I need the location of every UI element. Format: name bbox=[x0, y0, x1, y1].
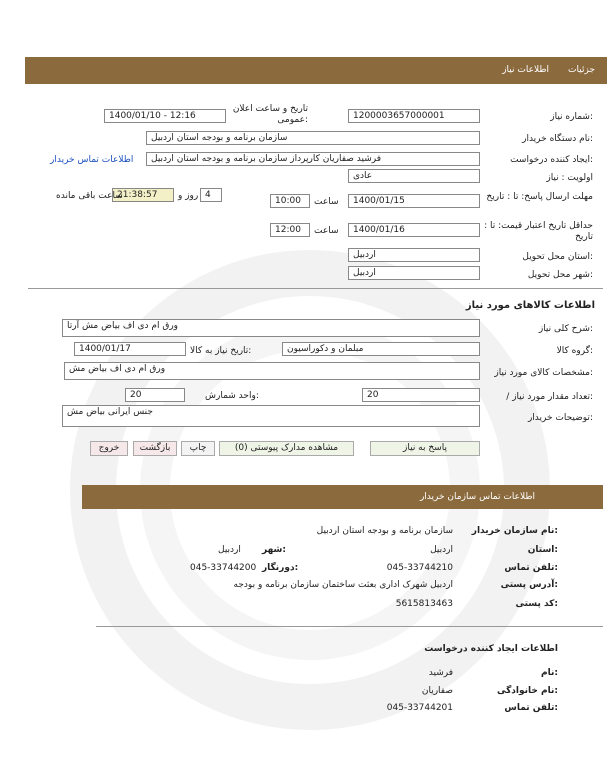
contact-city-label: شهر: bbox=[262, 545, 286, 555]
goods-spec-field: ورق ام دی اف بیاض مش bbox=[64, 362, 480, 380]
contact-bar-title: اطلاعات تماس سازمان خریدار bbox=[419, 492, 535, 502]
attachments-button[interactable]: مشاهده مدارک پیوستی (0) bbox=[219, 441, 354, 456]
first-name-value: فرشید bbox=[428, 668, 453, 678]
announce-field: 1400/01/10 - 12:16 bbox=[104, 109, 226, 123]
exit-button[interactable]: خروج bbox=[90, 441, 128, 456]
contact-province-value: اردبیل bbox=[430, 545, 453, 555]
contact-divider bbox=[96, 626, 603, 627]
notes-field: جنس ایرانی بیاض مش bbox=[62, 405, 480, 427]
deadline-time-label: ساعت bbox=[314, 197, 339, 207]
contact-phone-label: تلفن تماس: bbox=[504, 563, 558, 573]
contact-address-label: آدرس پستی: bbox=[500, 580, 558, 590]
creator-label: ایجاد کننده درخواست: bbox=[510, 155, 593, 165]
print-button[interactable]: چاپ bbox=[181, 441, 215, 456]
qty-field: 20 bbox=[362, 388, 480, 402]
creator-field: فرشید صفاریان کارپرداز سازمان برنامه و بودجه استان اردبیل bbox=[146, 152, 480, 166]
goods-section-title: اطلاعات کالاهای مورد نیاز bbox=[465, 300, 595, 311]
unit-label: واحد شمارش: bbox=[205, 391, 259, 401]
announce-label: تاریخ و ساعت اعلان عمومی: bbox=[232, 104, 308, 125]
back-button[interactable]: بازگشت bbox=[133, 441, 177, 456]
day-label: روز و bbox=[178, 191, 199, 201]
validity-time-field: 12:00 bbox=[270, 223, 310, 237]
need-number-label: شماره نیاز: bbox=[550, 112, 593, 122]
reply-button[interactable]: پاسخ به نیاز bbox=[370, 441, 480, 456]
remaining-days-field: 4 bbox=[200, 188, 222, 202]
need-number-field: 1200003657000001 bbox=[348, 109, 480, 123]
last-name-label: نام خانوادگی: bbox=[496, 686, 558, 696]
validity-label: حداقل تاریخ اعتبار قیمت: تا : تاریخ bbox=[484, 221, 593, 242]
tab-details[interactable]: جزئیات bbox=[568, 65, 595, 75]
city-field: اردبیل bbox=[348, 266, 480, 280]
contact-postal-label: کد پستی: bbox=[515, 599, 558, 609]
deadline-label: مهلت ارسال پاسخ: تا : تاریخ bbox=[486, 192, 593, 202]
province-label: استان محل تحویل: bbox=[522, 252, 593, 262]
goods-spec-label: مشخصات کالای مورد نیاز: bbox=[494, 368, 593, 378]
creator-phone-value: 045-33744201 bbox=[386, 703, 453, 713]
city-label: شهر محل تحویل: bbox=[527, 270, 593, 280]
first-name-label: نام: bbox=[541, 668, 558, 678]
tab-need-info[interactable]: اطلاعات نیاز bbox=[502, 65, 549, 75]
remaining-label: ساعت باقی مانده bbox=[56, 191, 123, 201]
qty-label: / تعداد مقدار مورد نیاز: bbox=[506, 392, 593, 402]
unit-field: 20 bbox=[125, 388, 185, 402]
need-date-field: 1400/01/17 bbox=[74, 342, 186, 356]
contact-buyer-link[interactable]: اطلاعات تماس خریدار bbox=[50, 155, 134, 165]
goods-desc-label: شرح کلی نیاز: bbox=[538, 324, 593, 334]
deadline-time-field: 10:00 bbox=[270, 194, 310, 208]
contact-postal-value: 5615813463 bbox=[395, 599, 453, 609]
contact-fax-label: دورنگار: bbox=[262, 563, 299, 573]
goods-group-label: گروه کالا: bbox=[556, 346, 593, 356]
contact-phone-value: 045-33744210 bbox=[386, 563, 453, 573]
header-bar bbox=[25, 57, 607, 84]
priority-label: اولویت : نیاز bbox=[546, 173, 593, 183]
priority-field: عادی bbox=[348, 169, 480, 183]
remaining-time-field: 21:38:57 bbox=[112, 188, 174, 202]
deadline-date-field: 1400/01/15 bbox=[348, 194, 480, 208]
goods-group-field: مبلمان و دکوراسیون bbox=[282, 342, 480, 356]
contact-bar bbox=[82, 485, 603, 509]
creator-phone-label: تلفن تماس: bbox=[504, 703, 558, 713]
org-name-label: نام سازمان خریدار: bbox=[471, 526, 558, 536]
org-name-value: سازمان برنامه و بودجه استان اردبیل bbox=[316, 526, 453, 536]
need-date-label: تاریخ نیاز به کالا: bbox=[190, 346, 252, 356]
buyer-org-label: نام دستگاه خریدار: bbox=[522, 134, 593, 144]
divider bbox=[28, 288, 603, 289]
contact-address-value: اردبیل شهرک اداری بعثت ساختمان سازمان برنامه و بودجه bbox=[233, 580, 453, 590]
last-name-value: صفاریان bbox=[421, 686, 453, 696]
contact-province-label: استان: bbox=[527, 545, 558, 555]
notes-label: توضیحات خریدار: bbox=[527, 413, 593, 423]
contact-city-value: اردبیل bbox=[218, 545, 241, 555]
goods-desc-field: ورق ام دی اف بیاض مش آرتا bbox=[62, 319, 480, 337]
contact-fax-value: 045-33744200 bbox=[190, 563, 257, 573]
province-field: اردبیل bbox=[348, 248, 480, 262]
creator-section-title: اطلاعات ایجاد کننده درخواست bbox=[424, 644, 558, 654]
buyer-org-field: سازمان برنامه و بودجه استان اردبیل bbox=[146, 131, 480, 145]
validity-date-field: 1400/01/16 bbox=[348, 223, 480, 237]
validity-time-label: ساعت bbox=[314, 226, 339, 236]
